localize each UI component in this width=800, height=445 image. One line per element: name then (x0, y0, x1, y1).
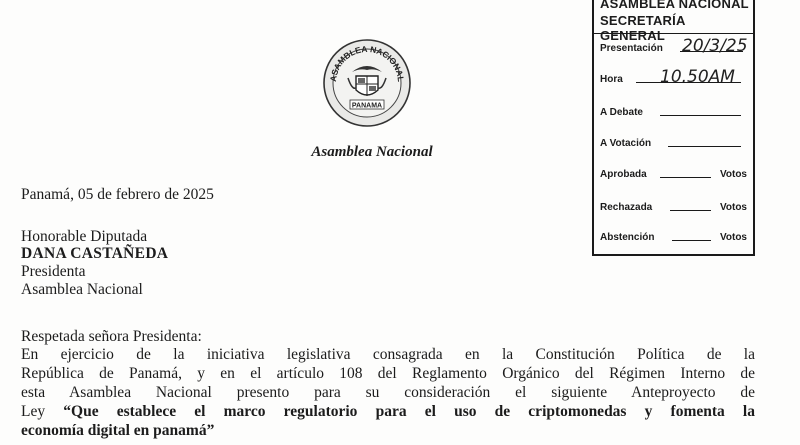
recipient-role: Presidenta (21, 263, 86, 280)
stamp-row-hora (600, 67, 747, 87)
stamp-label: A Debate (600, 107, 643, 118)
stamp-row-votacion (600, 135, 747, 149)
letter-date: Panamá, 05 de febrero de 2025 (21, 186, 214, 203)
stamp-label: Rechazada (600, 202, 653, 213)
stamp-label: Presentación (600, 43, 663, 54)
body-line-law (21, 402, 755, 421)
stamp-subtitle: SECRETARÍA GENERAL (600, 13, 686, 43)
body-line: esta Asamblea Nacional presento para su consideración el siguiente Anteproyecto de (21, 384, 755, 401)
stamp-divider (594, 33, 753, 34)
law-title-end: economía digital en panamá” (21, 422, 215, 439)
body-line: En ejercicio de la iniciativa legislativa consagrada en la Constitución Política de la (21, 346, 755, 363)
body-line: República de Panamá, y en el artículo 108 del Reglamento Orgánico del Régimen Interno de (21, 365, 755, 382)
stamp-title: ASAMBLEA NACIONAL (600, 0, 749, 11)
stamp-label: A Votación (600, 138, 652, 149)
stamp-votos: Votos (719, 202, 747, 213)
stamp-handwritten-time: 10.50AM (660, 67, 735, 87)
recipient-title: Honorable Diputada (21, 228, 148, 245)
stamp-votos: Votos (719, 169, 747, 180)
organization-name: Asamblea Nacional (311, 144, 433, 160)
stamp-row-rechazada (600, 199, 747, 213)
stamp-votos: Votos (719, 232, 747, 243)
letter-body (21, 345, 755, 440)
stamp-label: Aprobada (600, 169, 647, 180)
stamp-label: Hora (600, 74, 623, 85)
stamp-row-presentacion (600, 36, 748, 56)
salutation: Respetada señora Presidenta: (21, 328, 202, 345)
reception-stamp (592, 0, 755, 256)
seal-bottom-text: PANAMA (351, 102, 383, 110)
stamp-label: Abstención (600, 232, 655, 243)
recipient-organization: Asamblea Nacional (21, 281, 143, 298)
stamp-handwritten-date: 20/3/25 (682, 36, 748, 56)
body-line-prefix: Ley (21, 403, 64, 420)
law-title: “Que establece el marco regulatorio para el uso de criptomonedas y fomenta la (63, 403, 755, 420)
asamblea-seal-icon (322, 38, 412, 128)
stamp-row-aprobada (600, 166, 747, 180)
recipient-name: DANA CASTAÑEDA (21, 245, 169, 262)
body-line-law-end (21, 421, 755, 440)
stamp-row-abstencion (600, 229, 747, 243)
seal-top-text: ASAMBLEA NACIONAL (327, 43, 407, 83)
stamp-row-debate (600, 104, 747, 118)
